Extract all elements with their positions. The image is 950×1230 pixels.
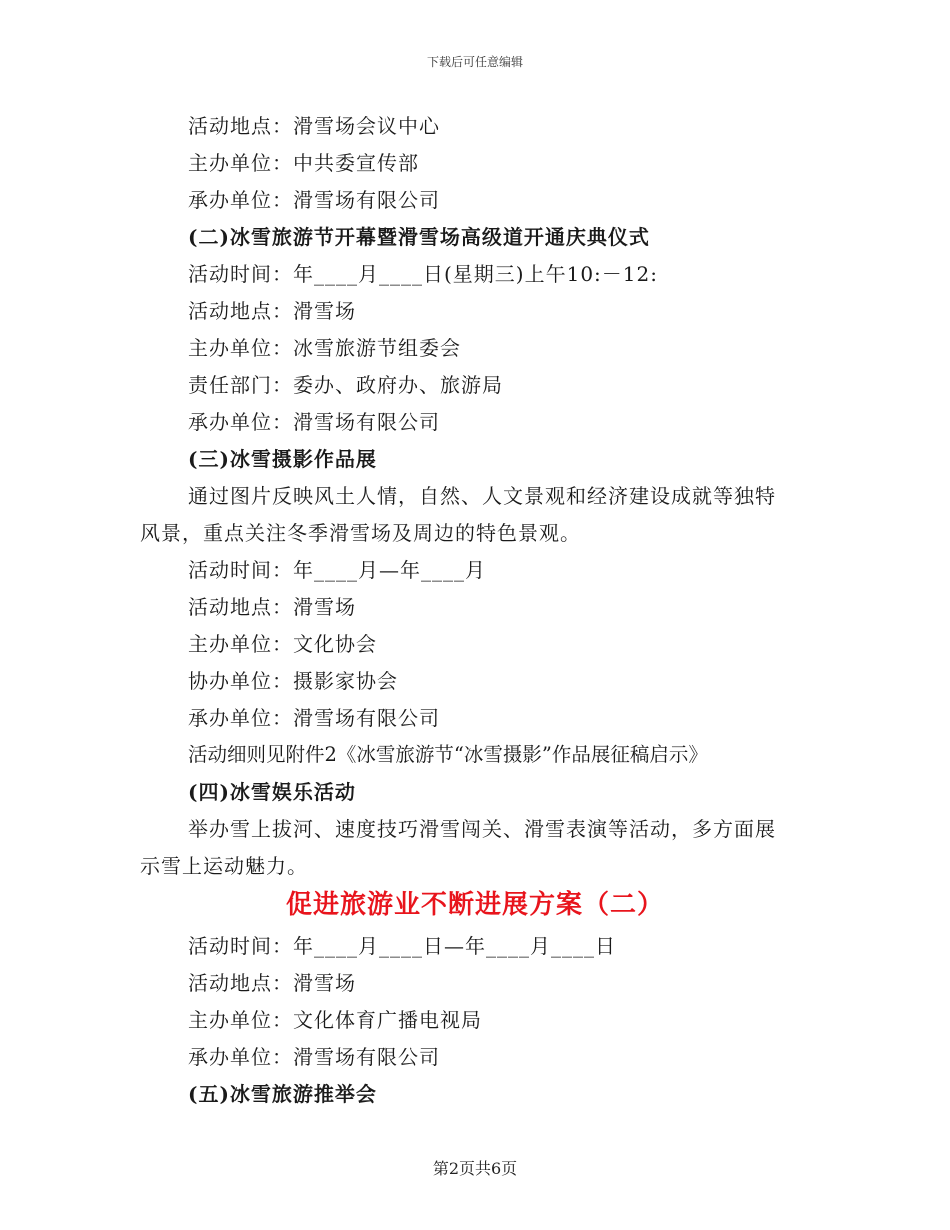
text-line: 活动地点：滑雪场会议中心 bbox=[188, 114, 440, 138]
text-line: 活动时间：年____月—年____月 bbox=[188, 558, 486, 582]
text-line: 承办单位：滑雪场有限公司 bbox=[188, 706, 440, 730]
text-line: 活动地点：滑雪场 bbox=[188, 971, 356, 995]
text-line: 主办单位：中共委宣传部 bbox=[188, 151, 419, 175]
paragraph-line: 举办雪上拔河、速度技巧滑雪闯关、滑雪表演等活动，多方面展 bbox=[188, 817, 776, 841]
section-heading: (三)冰雪摄影作品展 bbox=[188, 447, 377, 471]
document-title: 促进旅游业不断进展方案（二） bbox=[285, 890, 664, 920]
page-number: 第2页共6页 bbox=[432, 1159, 518, 1178]
text-line: 主办单位：文化协会 bbox=[188, 632, 377, 656]
text-line: 活动地点：滑雪场 bbox=[188, 299, 356, 323]
text-line: 协办单位：摄影家协会 bbox=[188, 669, 398, 693]
page-header: 下载后可任意编辑 bbox=[426, 55, 523, 69]
text-line: 主办单位：冰雪旅游节组委会 bbox=[188, 336, 461, 360]
text-line: 主办单位：文化体育广播电视局 bbox=[188, 1008, 482, 1032]
text-line: 活动细则见附件2《冰雪旅游节“冰雪摄影”作品展征稿启示》 bbox=[188, 743, 708, 766]
text-line: 承办单位：滑雪场有限公司 bbox=[188, 188, 440, 212]
text-line: 承办单位：滑雪场有限公司 bbox=[188, 410, 440, 434]
text-line: 活动时间：年____月____日(星期三)上午10:－12: bbox=[188, 262, 658, 286]
text-line: 活动时间：年____月____日—年____月____日 bbox=[188, 934, 616, 958]
section-heading: (四)冰雪娱乐活动 bbox=[188, 780, 356, 804]
text-line: 责任部门：委办、政府办、旅游局 bbox=[188, 373, 503, 397]
text-line: 承办单位：滑雪场有限公司 bbox=[188, 1045, 440, 1069]
paragraph-line: 通过图片反映风土人情，自然、人文景观和经济建设成就等独特 bbox=[188, 484, 776, 508]
text-line: 活动地点：滑雪场 bbox=[188, 595, 356, 619]
paragraph-line: 风景，重点关注冬季滑雪场及周边的特色景观。 bbox=[140, 521, 581, 545]
section-heading: (二)冰雪旅游节开幕暨滑雪场高级道开通庆典仪式 bbox=[188, 225, 650, 249]
paragraph-line: 示雪上运动魅力。 bbox=[140, 854, 308, 878]
section-heading: (五)冰雪旅游推举会 bbox=[188, 1082, 377, 1106]
